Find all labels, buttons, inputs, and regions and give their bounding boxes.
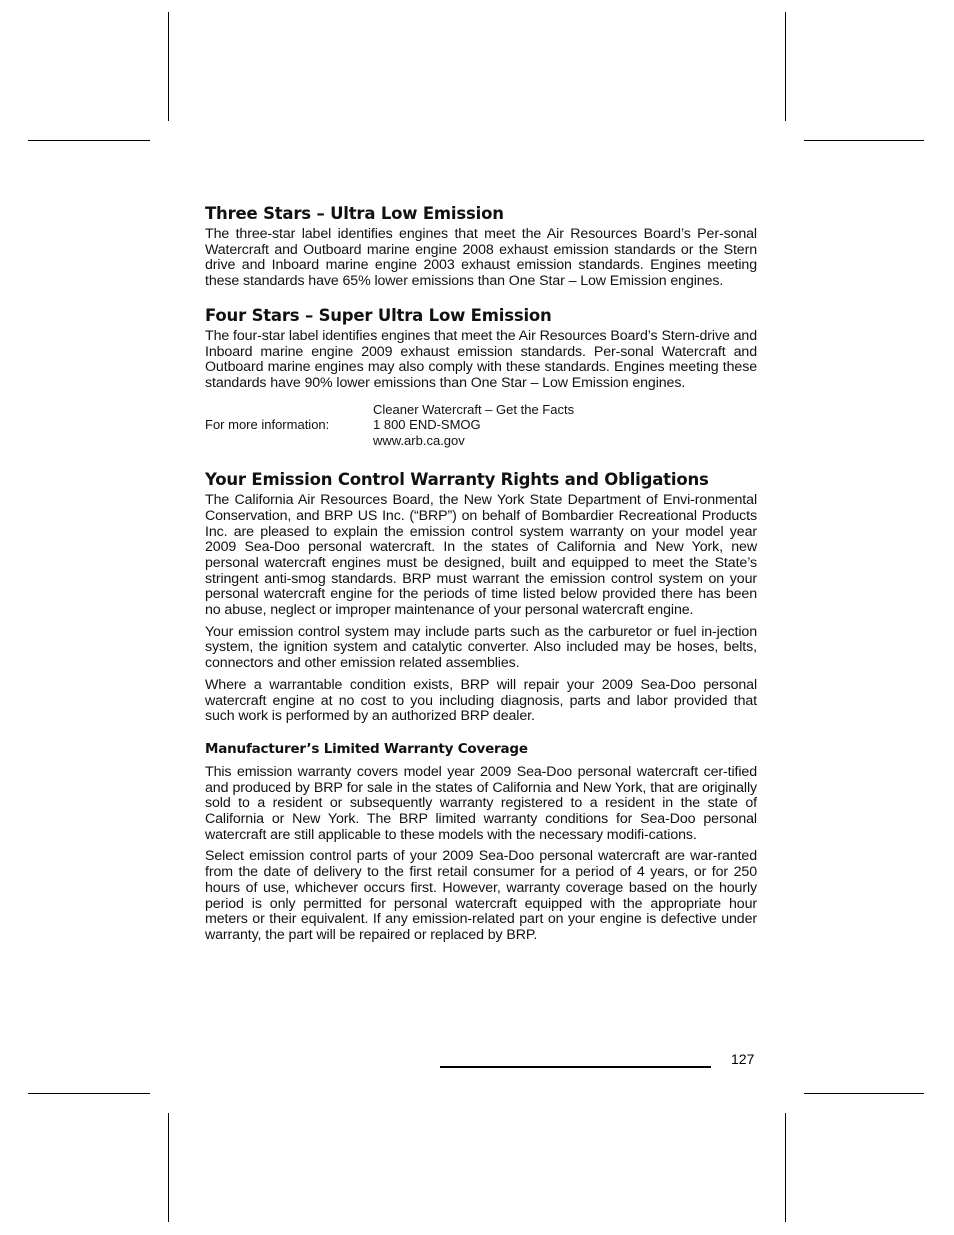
footer-rule <box>440 1066 711 1068</box>
crop-mark <box>168 12 169 121</box>
section-warranty-rights <box>205 470 757 725</box>
more-info-line: Cleaner Watercraft – Get the Facts <box>373 401 575 417</box>
section-four-stars <box>205 306 757 392</box>
paragraph: Your emission control system may include parts such as the carburetor or fuel in-jection system, the ignition system and catalytic converter. Also included may be hoses, belts, connectors and other emission related assemblies. <box>205 623 757 672</box>
crop-mark <box>785 12 786 121</box>
more-info-lines <box>373 402 574 449</box>
paragraph: The four-star label identifies engines that meet the Air Resources Board’s Stern-drive and Inboard marine engine 2009 exhaust emission standards. Per-sonal Watercraft and Outboard marine engines may also comply with these standards. Engines meeting these standards have 90% lower emissions than One Star – Low Emission engines. <box>205 327 757 391</box>
crop-mark <box>168 1113 169 1222</box>
more-info-phone: 1 800 END-SMOG <box>373 417 481 433</box>
paragraph: The three-star label identifies engines that meet the Air Resources Board’s Per-sonal Watercraft and Outboard marine engine 2008 exhaust emission standards or the Stern drive and Inboard marine engine 2003 exhaust emission standards. Engines meeting these standards have 65% lower emissions than One Star – Low Emission engines. <box>205 226 757 290</box>
section-three-stars <box>205 204 757 290</box>
paragraph: This emission warranty covers model year 2009 Sea-Doo personal watercraft cer-tified and produced by BRP for sale in the states of California and New York, that are originally sold to a resident or subsequently warranty registered to a resident in the state of California or New York. The BRP limited warranty conditions for Sea-Doo personal watercraft are still applicable to these models with the necessary modifi-cations. <box>205 763 757 843</box>
crop-mark <box>28 140 150 141</box>
section-heading: Three Stars – Ultra Low Emission <box>205 204 504 223</box>
page-content <box>205 204 757 944</box>
page-number: 127 <box>731 1051 755 1067</box>
section-heading: Four Stars – Super Ultra Low Emission <box>205 305 552 325</box>
section-limited-warranty <box>205 741 757 944</box>
paragraph: Select emission control parts of your 2009 Sea-Doo personal watercraft are war-ranted from the date of delivery to the first retail consumer for a period of 4 years, or for 250 hours of use, whichever occurs first. However, warranty coverage based on the hourly period is only permitted for personal watercraft equipped with the appropriate hour meters or their equivalent. If any emission-related part on your engine is defective under warranty, the part will be repaired or replaced by BRP. <box>205 848 757 943</box>
more-info-label: For more information: <box>205 417 330 433</box>
more-info-url[interactable]: www.arb.ca.gov <box>373 432 465 448</box>
crop-mark <box>804 1093 924 1094</box>
subsection-heading: Manufacturer’s Limited Warranty Coverage <box>205 740 528 757</box>
crop-mark <box>28 1093 150 1094</box>
crop-mark <box>785 1113 786 1222</box>
paragraph: Where a warrantable condition exists, BRP will repair your 2009 Sea-Doo personal watercraft engine at no cost to you including diagnosis, parts and labor provided that such work is performed by an authorized BRP dealer. <box>205 676 757 725</box>
section-heading: Your Emission Control Warranty Rights and Obligations <box>205 470 709 490</box>
paragraph: The California Air Resources Board, the New York State Department of Envi-ronmental Conservation, and BRP US Inc. (“BRP”) on behalf of Bombardier Recreational Products Inc. are pleased to explain the emission control system warranty on your model year 2009 Sea-Doo personal watercraft. In the states of California and New York, new personal watercraft engines must be designed, built and equipped to meet the State’s stringent anti-smog standards. BRP must warrant the emission control system on your personal watercraft engine for the periods of time listed below provided there has been no abuse, neglect or improper maintenance of your personal watercraft engine. <box>205 492 757 619</box>
crop-mark <box>804 140 924 141</box>
more-info-block <box>205 402 757 449</box>
